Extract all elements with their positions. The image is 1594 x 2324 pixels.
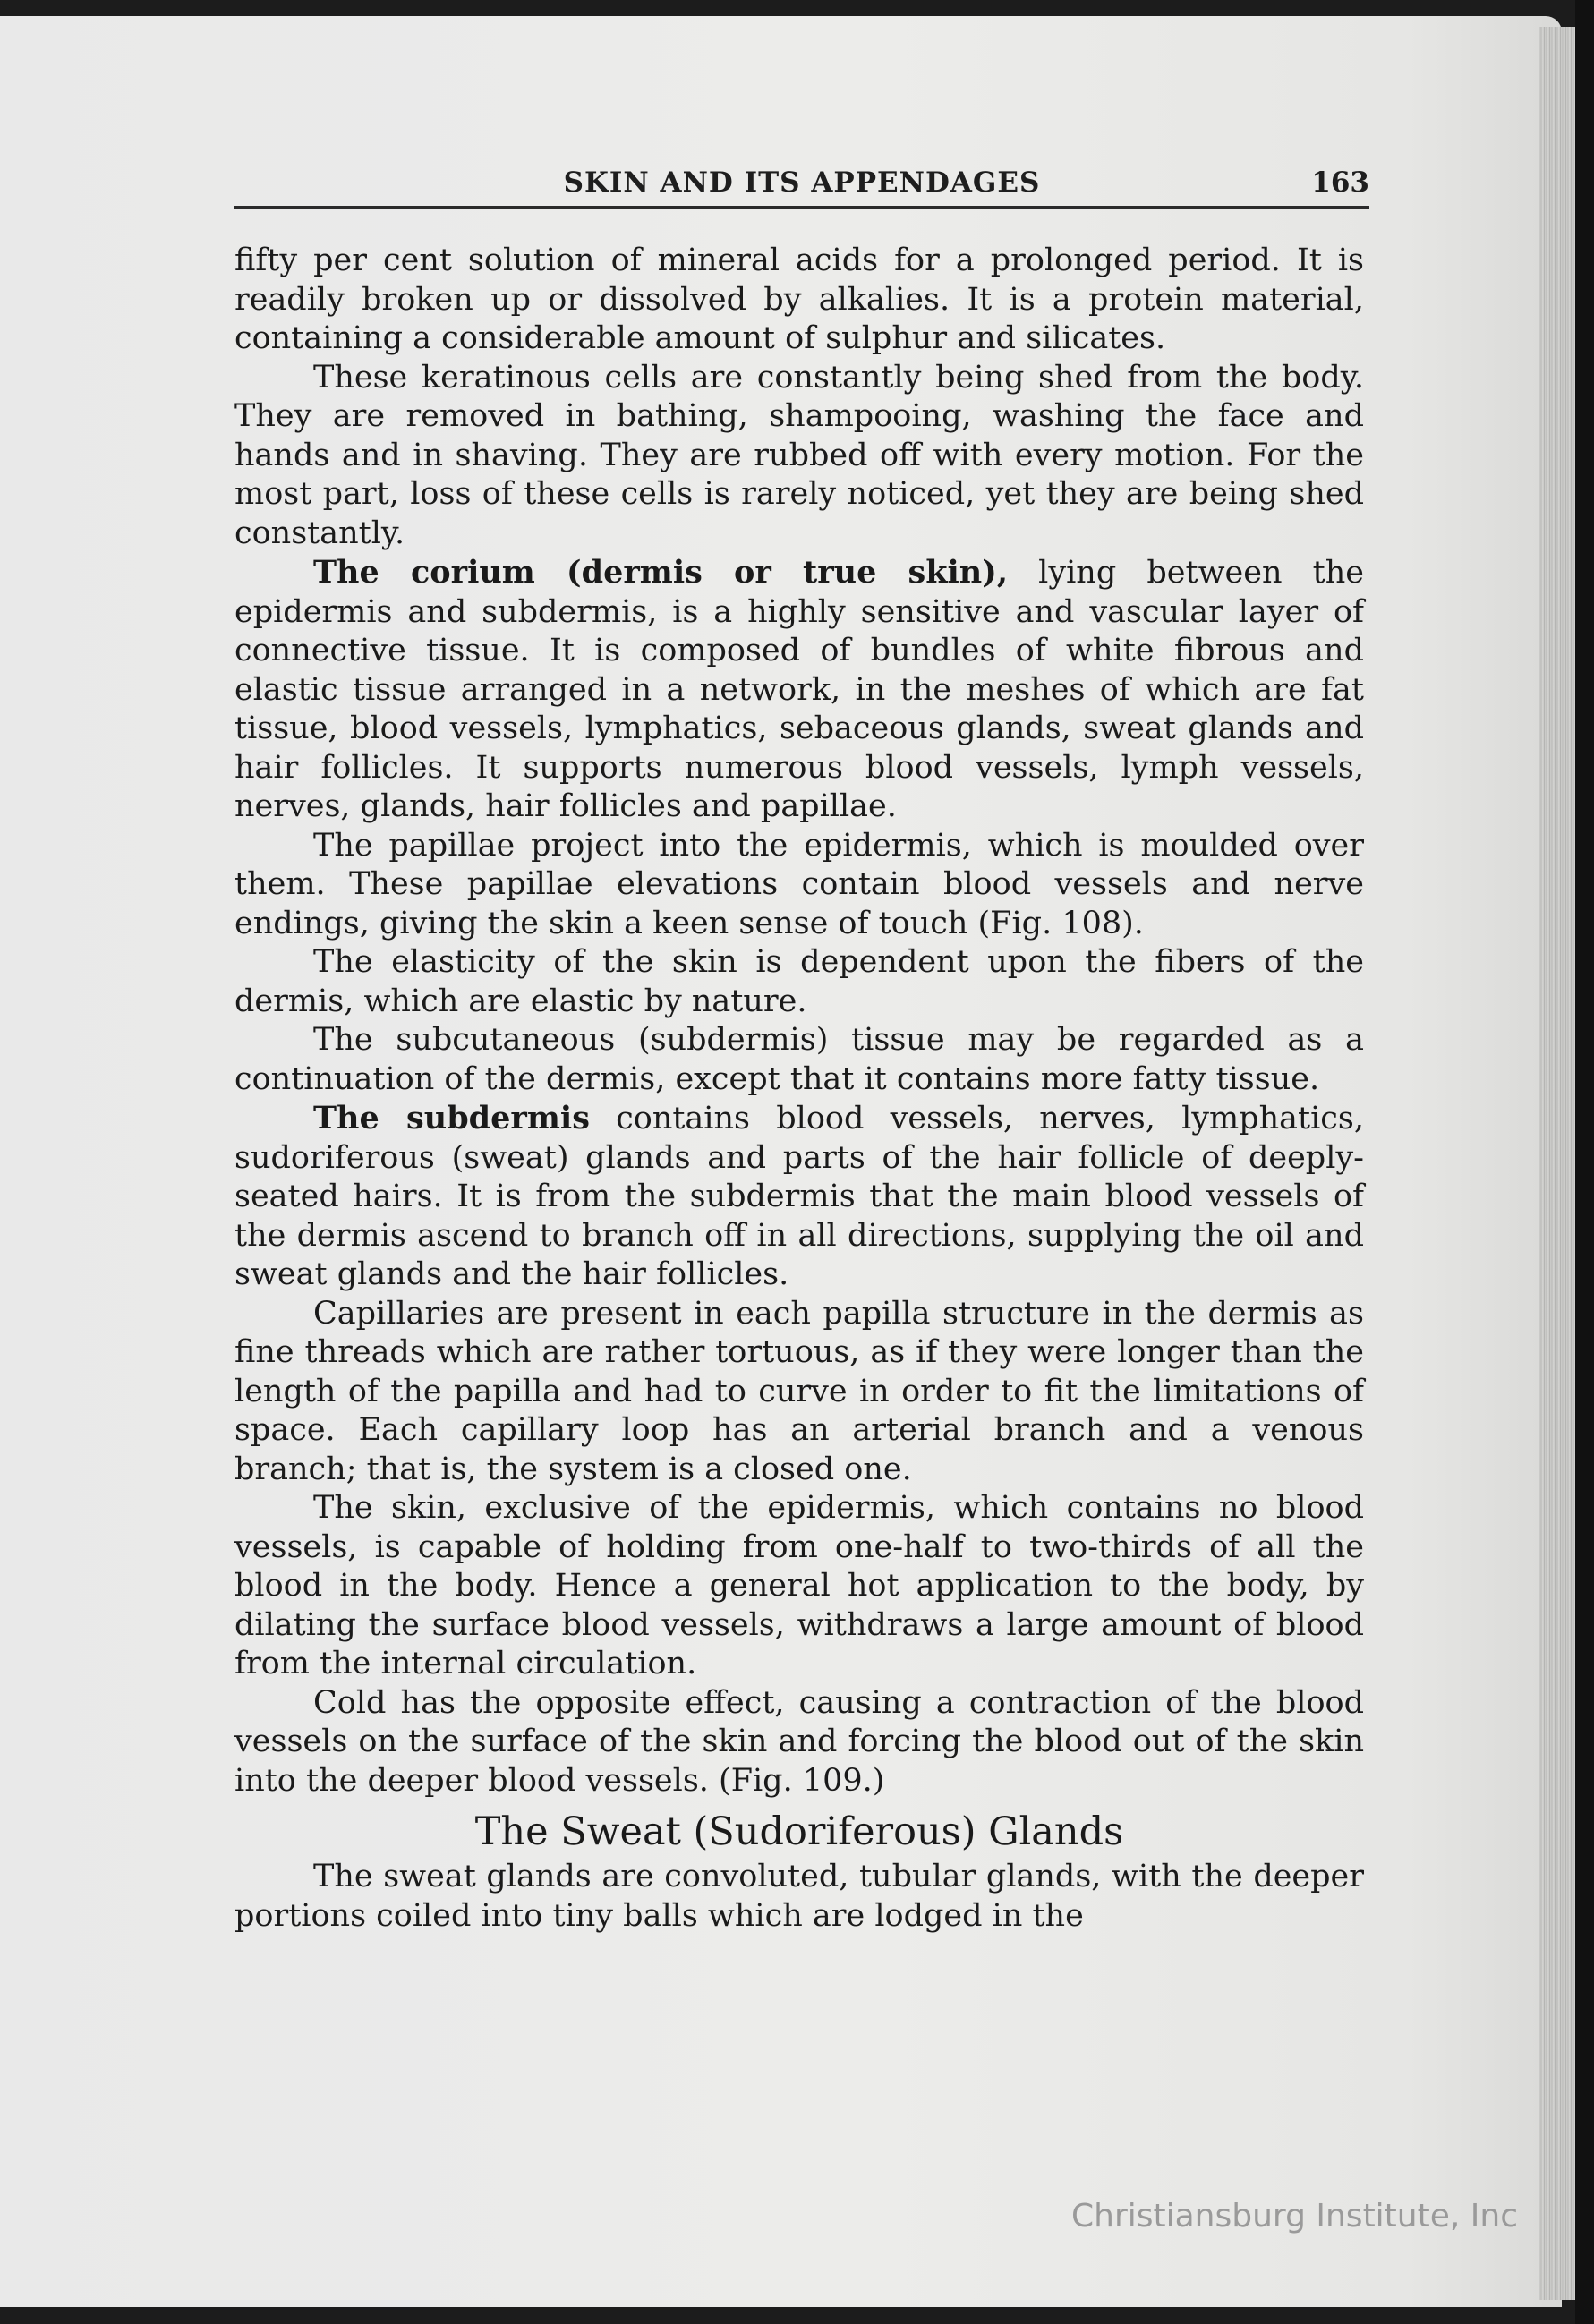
binding-shadow — [1575, 0, 1594, 2324]
paragraph-2: These keratinous cells are constantly being shed from the body. They are removed in bathing, shampooing, washing the face and hands and in shaving. They are rubbed off with every motion. For the most part, loss of these cells is rarely noticed, yet they are being shed constantly. — [234, 359, 1364, 551]
paragraph-11: The sweat glands are convoluted, tubular glands, with the deeper portions coiled into tiny balls which are lodged in the — [234, 1859, 1364, 1934]
page-number: 163 — [1311, 166, 1369, 199]
paragraph-6: The subcutaneous (subdermis) tissue may be regarded as a continuation of the dermis, except that it contains more fatty tissue. — [234, 1022, 1364, 1097]
paragraph-5: The elasticity of the skin is dependent upon the fibers of the dermis, which are elastic by nature. — [234, 944, 1364, 1019]
paragraph-3-text: lying between the epidermis and subdermis, is a highly sensitive and vascular layer of connective tissue. It is composed of bundles of white fibrous and elastic tissue arranged in a network, in the meshes of which are fat tissue, blood vessels, lymphatics, sebaceous glands, sweat glands and hair follicles. It supports numerous blood vessels, lymph vessels, nerves, glands, hair follicles and papillae. — [234, 555, 1364, 824]
paragraph-10: Cold has the opposite effect, causing a contraction of the blood vessels on the surface of the skin and forcing the blood out of the skin into the deeper blood vessels. (Fig. 109.) — [234, 1684, 1364, 1799]
running-head: SKIN AND ITS APPENDAGES — [563, 166, 1041, 199]
paragraph-4: The papillae project into the epidermis, which is moulded over them. These papillae elevations contain blood vessels and nerve endings, giving the skin a keen sense of touch (Fig. 108). — [234, 827, 1364, 941]
term-corium: The corium (dermis or true skin), — [313, 554, 1008, 591]
section-heading: The Sweat (Sudoriferous) Glands — [474, 1809, 1124, 1854]
term-subdermis: The subdermis — [313, 1100, 590, 1136]
paragraph-8: Capillaries are present in each papilla structure in the dermis as fine threads which are rather tortuous, as if they were longer than the length of the papilla and had to curve in order to fit the limitations of space. Each capillary loop has an arterial branch and a venous branch; that is, the system is a closed one. — [234, 1295, 1364, 1487]
paragraph-1: fifty per cent solution of mineral acids for a prolonged period. It is readily broken up or dissolved by alkalies. It is a protein material, containing a considerable amount of sulphur and silicates. — [234, 243, 1364, 356]
page-header — [234, 166, 1369, 209]
watermark: Christiansburg Institute, Inc — [1070, 2198, 1518, 2235]
paragraph-7-text: contains blood vessels, nerves, lymphatics, sudoriferous (sweat) glands and parts of the hair follicle of deeply-seated hairs. It is from the subdermis that the main blood vessels of the dermis ascend to branch off in all directions, supplying the oil and sweat glands and the hair follicles. — [234, 1101, 1364, 1292]
page-edges — [1539, 27, 1575, 2300]
paragraph-3 — [234, 553, 1364, 827]
paragraph-7 — [234, 1099, 1364, 1295]
body-text — [234, 242, 1364, 1936]
paragraph-9: The skin, exclusive of the epidermis, which contains no blood vessels, is capable of holding from one-half to two-thirds of all the blood in the body. Hence a general hot application to the body, by dilating the surface blood vessels, withdraws a large amount of blood from the internal circulation. — [234, 1490, 1364, 1681]
